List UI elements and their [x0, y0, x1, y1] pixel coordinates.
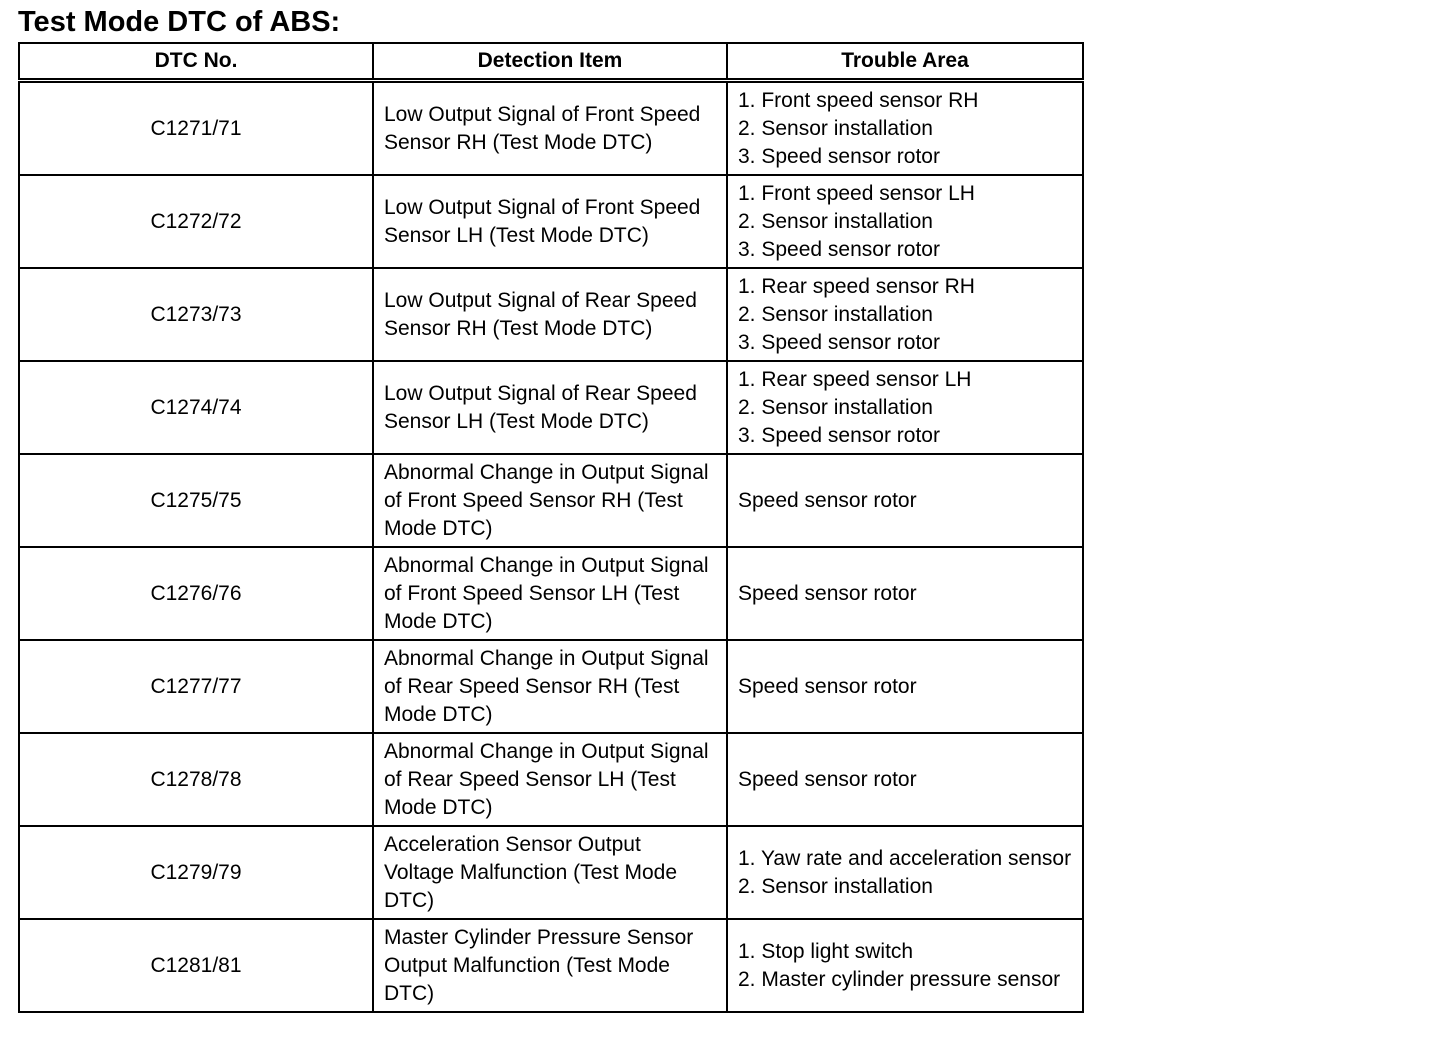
trouble-area-cell: [727, 919, 1083, 1012]
table-row: [19, 919, 1083, 1012]
table-row: [19, 826, 1083, 919]
trouble-area-line: Speed sensor rotor: [738, 488, 917, 512]
trouble-area-line: Speed sensor rotor: [738, 767, 917, 791]
trouble-area-line: 2. Sensor installation: [738, 116, 933, 140]
table-row: [19, 454, 1083, 547]
trouble-area-line: 1. Yaw rate and acceleration sensor: [738, 846, 1072, 870]
table-row: [19, 733, 1083, 826]
detection-item-cell: Low Output Signal of Rear Speed Sensor RH (Test Mode DTC): [373, 268, 727, 361]
dtc-code-cell: C1274/74: [19, 361, 373, 454]
trouble-area-line: 2. Sensor installation: [738, 395, 933, 419]
detection-item-cell: Low Output Signal of Rear Speed Sensor LH (Test Mode DTC): [373, 361, 727, 454]
trouble-area-line: 2. Sensor installation: [738, 874, 933, 898]
trouble-area-line: 3. Speed sensor rotor: [738, 423, 940, 447]
detection-item-cell: Abnormal Change in Output Signal of Rear Speed Sensor LH (Test Mode DTC): [373, 733, 727, 826]
trouble-area-cell: [727, 361, 1083, 454]
trouble-area-line: 3. Speed sensor rotor: [738, 330, 940, 354]
trouble-area-cell: [727, 733, 1083, 826]
dtc-code-cell: C1278/78: [19, 733, 373, 826]
trouble-area-cell: [727, 268, 1083, 361]
trouble-area-line: 1. Rear speed sensor RH: [738, 274, 975, 298]
detection-item-cell: Acceleration Sensor Output Voltage Malfunction (Test Mode DTC): [373, 826, 727, 919]
detection-item-cell: Low Output Signal of Front Speed Sensor LH (Test Mode DTC): [373, 175, 727, 268]
trouble-area-cell: [727, 826, 1083, 919]
detection-item-cell: Abnormal Change in Output Signal of Front Speed Sensor RH (Test Mode DTC): [373, 454, 727, 547]
trouble-area-line: 2. Sensor installation: [738, 302, 933, 326]
trouble-area-line: 3. Speed sensor rotor: [738, 144, 940, 168]
dtc-table: [18, 42, 1084, 1013]
table-row: [19, 268, 1083, 361]
trouble-area-cell: [727, 175, 1083, 268]
trouble-area-line: 2. Master cylinder pressure sensor: [738, 967, 1061, 991]
detection-item-cell: Abnormal Change in Output Signal of Rear Speed Sensor RH (Test Mode DTC): [373, 640, 727, 733]
trouble-area-cell: [727, 454, 1083, 547]
column-header-trouble-area: Trouble Area: [727, 43, 1083, 81]
trouble-area-line: Speed sensor rotor: [738, 674, 917, 698]
detection-item-cell: Master Cylinder Pressure Sensor Output Malfunction (Test Mode DTC): [373, 919, 727, 1012]
page-title: Test Mode DTC of ABS:: [18, 6, 341, 38]
trouble-area-line: 1. Rear speed sensor LH: [738, 367, 972, 391]
column-header-detection-item: Detection Item: [373, 43, 727, 81]
dtc-code-cell: C1272/72: [19, 175, 373, 268]
dtc-code-cell: C1275/75: [19, 454, 373, 547]
table-row: [19, 175, 1083, 268]
table-row: [19, 547, 1083, 640]
dtc-code-cell: C1271/71: [19, 81, 373, 176]
detection-item-cell: Low Output Signal of Front Speed Sensor RH (Test Mode DTC): [373, 81, 727, 176]
dtc-code-cell: C1279/79: [19, 826, 373, 919]
dtc-code-cell: C1277/77: [19, 640, 373, 733]
column-header-dtc-no: DTC No.: [19, 43, 373, 81]
trouble-area-line: 1. Front speed sensor LH: [738, 181, 975, 205]
table-row: [19, 640, 1083, 733]
table-row: [19, 81, 1083, 176]
detection-item-cell: Abnormal Change in Output Signal of Front Speed Sensor LH (Test Mode DTC): [373, 547, 727, 640]
trouble-area-line: Speed sensor rotor: [738, 581, 917, 605]
trouble-area-line: 3. Speed sensor rotor: [738, 237, 940, 261]
table-header-row: [19, 43, 1083, 81]
table-row: [19, 361, 1083, 454]
trouble-area-cell: [727, 81, 1083, 176]
dtc-code-cell: C1273/73: [19, 268, 373, 361]
trouble-area-cell: [727, 640, 1083, 733]
dtc-code-cell: C1276/76: [19, 547, 373, 640]
trouble-area-line: 1. Stop light switch: [738, 939, 914, 963]
trouble-area-line: 2. Sensor installation: [738, 209, 933, 233]
dtc-code-cell: C1281/81: [19, 919, 373, 1012]
trouble-area-cell: [727, 547, 1083, 640]
trouble-area-line: 1. Front speed sensor RH: [738, 88, 979, 112]
